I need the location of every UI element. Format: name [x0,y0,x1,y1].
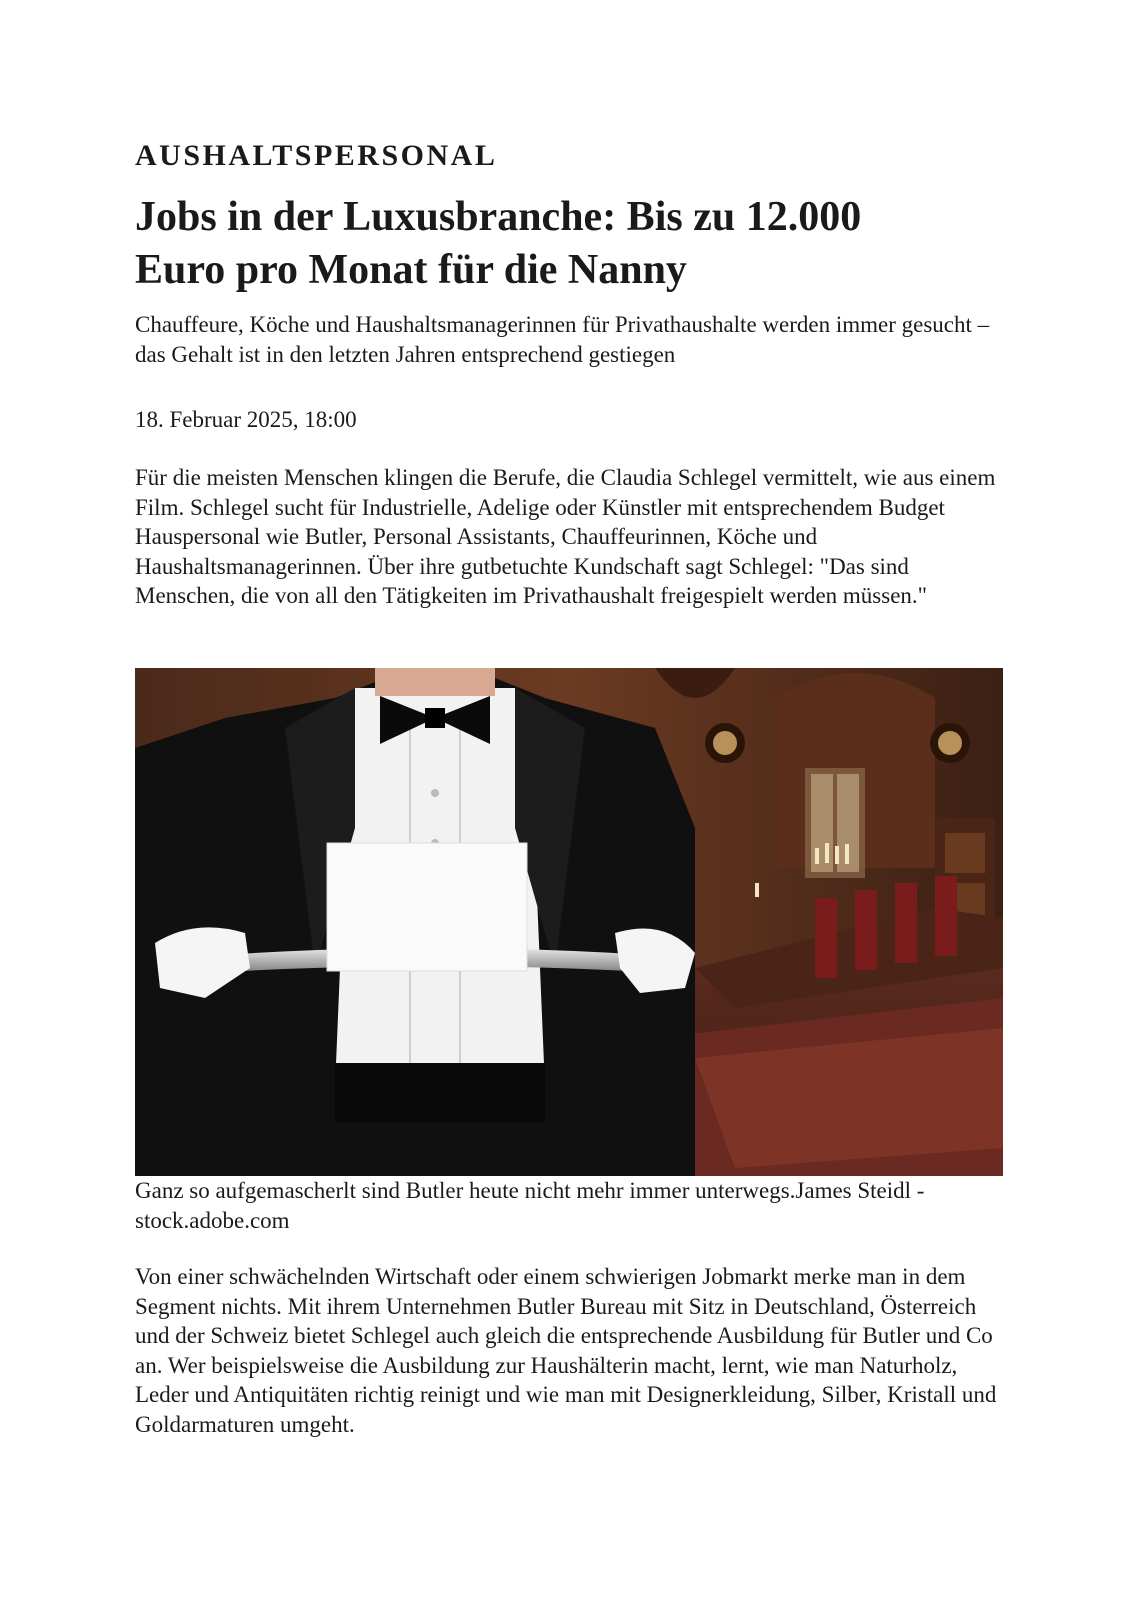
article-kicker: AUSHALTSPERSONAL [135,139,498,172]
headline-line-2: Euro pro Monat für die Nanny [135,247,687,293]
article-photo-butler [135,668,1003,1176]
photo-caption: Ganz so aufgemascherlt sind Butler heute nicht mehr immer unterwegs.James Steidl - stock.adobe.com [135,1178,925,1233]
article-headline [135,191,1005,297]
article-date: 18. Februar 2025, 18:00 [135,407,357,432]
article-paragraph-1: Für die meisten Menschen klingen die Berufe, die Claudia Schlegel vermittelt, wie aus einem Film. Schlegel sucht für Industrielle, Adelige oder Künstler mit entsprechendem Budget Hauspersonal wie Butler, Personal Assistants, Chauffeurinnen, Köche und Haushaltsmanagerinnen. Über ihre gutbetuchte Kundschaft sagt Schlegel: "Das sind Menschen, die von all den Tätigkeiten im Privathaushalt freigespielt werden müssen." [135,465,996,609]
article-paragraph-2: Von einer schwächelnden Wirtschaft oder einem schwierigen Jobmarkt merke man in dem Segment nichts. Mit ihrem Unternehmen Butler Bureau mit Sitz in Deutschland, Österreich und der Schweiz bietet Schlegel auch gleich die entsprechende Ausbildung für Butler und Co an. Wer beispielsweise die Ausbildung zur Haushälterin macht, lernt, wie man Naturholz, Leder und Antiquitäten richtig reinigt und wie man mit Designerkleidung, Silber, Kristall und Goldarmaturen umgeht. [135,1264,997,1437]
headline-line-1: Jobs in der Luxusbranche: Bis zu 12.000 [135,194,862,240]
article-lead: Chauffeure, Köche und Haushaltsmanagerinnen für Privathaushalte werden immer gesucht – das Gehalt ist in den letzten Jahren entsprechend gestiegen [135,312,990,367]
